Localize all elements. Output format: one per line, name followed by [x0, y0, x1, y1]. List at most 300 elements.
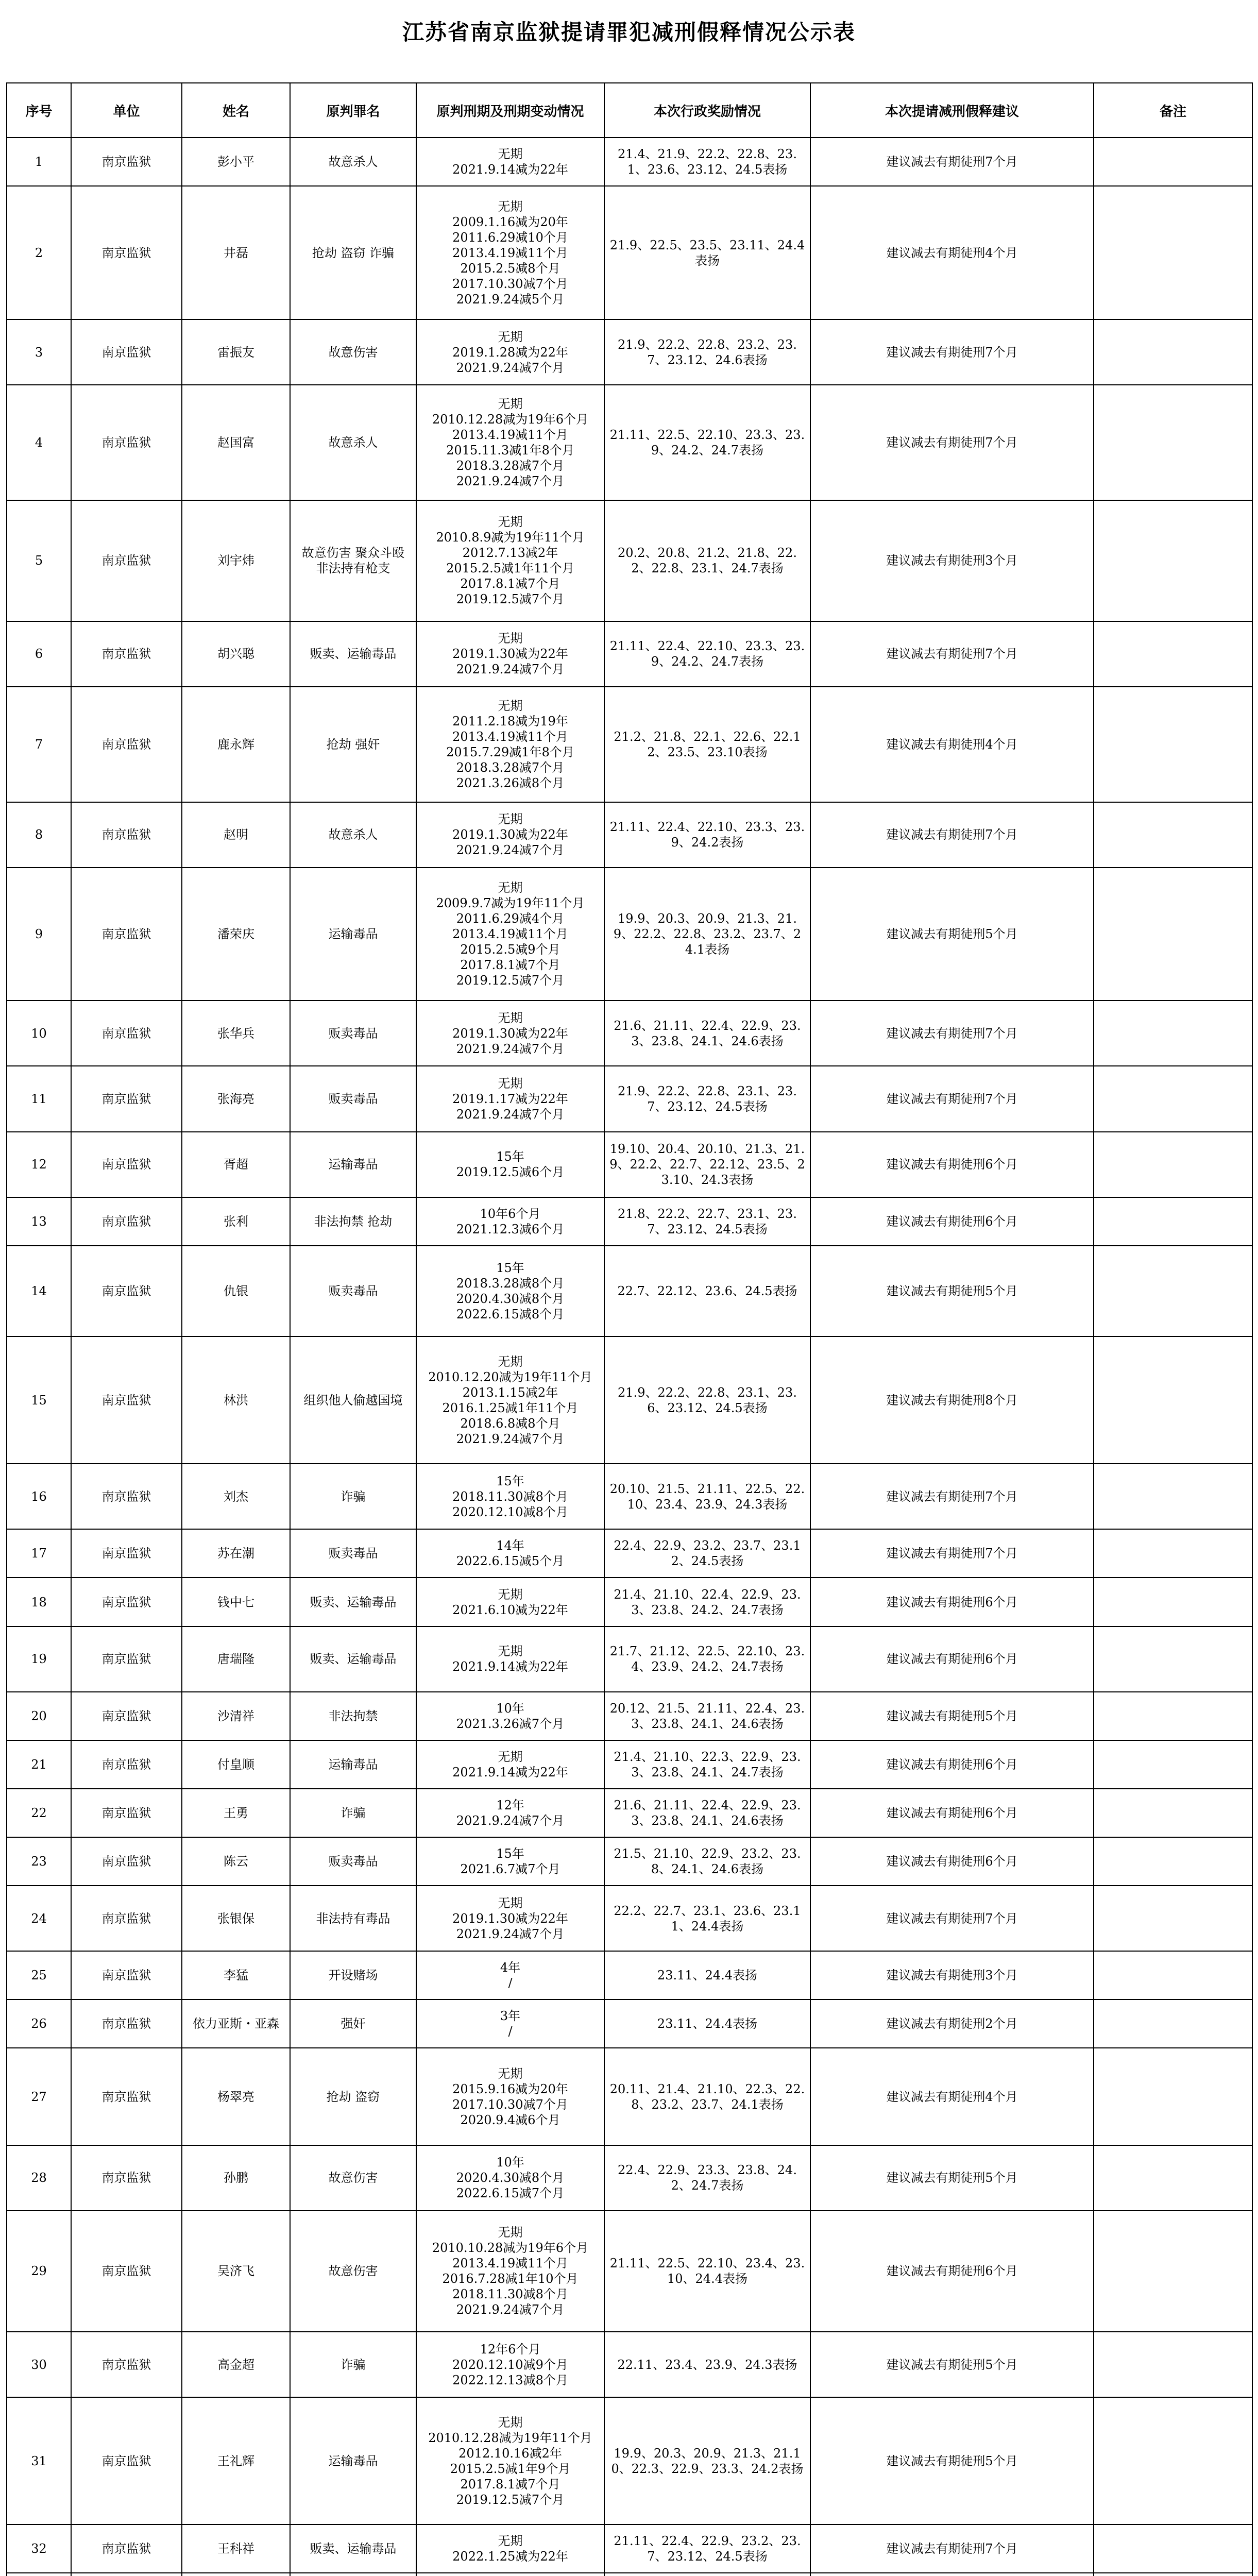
crime-cell: 非法拘禁 抢劫 [290, 1197, 416, 1246]
crime-cell: 贩卖、运输毒品 [290, 621, 416, 687]
sentence-change-cell [416, 1740, 604, 1789]
note-cell [1094, 2397, 1252, 2524]
proposal-cell: 建议减去有期徒刑5个月 [810, 2145, 1094, 2211]
note-cell [1094, 2573, 1252, 2576]
sentence-change-cell-line: 2013.1.15减2年 [462, 1385, 558, 1400]
table-row [7, 1464, 1252, 1529]
table-row [7, 2573, 1252, 2576]
sentence-change-cell-line: 无期 [498, 1895, 523, 1910]
note-cell [1094, 1951, 1252, 1999]
note-cell [1094, 1578, 1252, 1626]
header-unit: 单位 [71, 83, 182, 138]
sentence-change-cell-line: 2013.4.19减11个月 [452, 2256, 568, 2271]
unit-cell: 南京监狱 [71, 2211, 182, 2332]
sentence-change-cell-line: 2015.2.5减9个月 [460, 942, 560, 957]
reward-cell: 21.9、22.2、22.8、23.2、23.7、23.12、24.6表扬 [604, 319, 810, 385]
sentence-change-cell-line: 2017.10.30减7个月 [452, 276, 568, 291]
sentence-change-cell-line: 2019.12.5减7个月 [456, 592, 565, 607]
unit-cell: 南京监狱 [71, 1464, 182, 1529]
sentence-change-cell-line: 无期 [498, 199, 523, 214]
sentence-change-cell-line: 2019.12.5减6个月 [456, 1165, 565, 1180]
sentence-change-cell-line: 2020.4.30减8个月 [456, 1291, 565, 1306]
unit-cell: 南京监狱 [71, 1001, 182, 1066]
sentence-change-cell-line: 2019.1.30减为22年 [452, 647, 568, 662]
sentence-change-cell-line: 2019.12.5减7个月 [456, 2492, 565, 2507]
sentence-change-cell [416, 138, 604, 186]
note-cell [1094, 385, 1252, 500]
reward-cell [604, 2573, 810, 2576]
note-cell [1094, 802, 1252, 868]
reward-cell: 21.4、21.10、22.4、22.9、23.3、23.8、24.2、24.7表扬 [604, 1578, 810, 1626]
name-cell: 孙鹏 [182, 2145, 290, 2211]
note-cell [1094, 500, 1252, 621]
row-number: 1 [7, 138, 71, 186]
sentence-change-cell-line: 2021.9.24减7个月 [456, 1107, 565, 1122]
row-number [7, 2573, 71, 2576]
note-cell [1094, 1001, 1252, 1066]
proposal-cell: 建议减去有期徒刑6个月 [810, 1132, 1094, 1197]
reward-cell: 21.5、21.10、22.9、23.2、23.8、24.1、24.6表扬 [604, 1837, 810, 1886]
proposal-cell: 建议减去有期徒刑7个月 [810, 1529, 1094, 1578]
header-name: 姓名 [182, 83, 290, 138]
name-cell: 王勇 [182, 1789, 290, 1837]
reward-cell: 22.4、22.9、23.2、23.7、23.12、24.5表扬 [604, 1529, 810, 1578]
sentence-change-cell-line: 2011.2.18减为19年 [452, 714, 568, 728]
sentence-change-cell-line: 2019.1.30减为22年 [452, 827, 568, 842]
sentence-change-cell-line: 2022.1.25减为22年 [452, 2549, 568, 2564]
name-cell [182, 2573, 290, 2576]
sentence-change-cell-line: 10年6个月 [480, 1206, 541, 1221]
table-row [7, 1626, 1252, 1692]
sentence-change-cell-line: 2021.9.24减7个月 [456, 662, 565, 677]
unit-cell: 南京监狱 [71, 1197, 182, 1246]
name-cell: 刘杰 [182, 1464, 290, 1529]
note-cell [1094, 1246, 1252, 1336]
sentence-change-cell-line: 2021.9.24减7个月 [456, 1813, 565, 1828]
proposal-cell: 建议减去有期徒刑7个月 [810, 138, 1094, 186]
name-cell: 潘荣庆 [182, 868, 290, 1001]
row-number: 15 [7, 1336, 71, 1464]
proposal-cell: 建议减去有期徒刑5个月 [810, 1692, 1094, 1740]
name-cell: 苏在潮 [182, 1529, 290, 1578]
table-row [7, 1692, 1252, 1740]
sentence-change-cell-line: 2020.9.4减6个月 [460, 2112, 560, 2127]
sentence-change-cell-line: 2013.4.19减11个月 [452, 926, 568, 941]
sentence-change-cell-line: 2011.6.29减4个月 [456, 911, 565, 926]
crime-cell: 非法持有毒品 [290, 1886, 416, 1951]
sentence-change-cell-line: 2021.3.26减7个月 [456, 1716, 565, 1731]
sentence-change-cell-line: 无期 [498, 1354, 523, 1369]
unit-cell: 南京监狱 [71, 500, 182, 621]
note-cell [1094, 1197, 1252, 1246]
proposal-cell: 建议减去有期徒刑3个月 [810, 500, 1094, 621]
sentence-change-cell-line: 2017.8.1减7个月 [460, 577, 560, 591]
sentence-change-cell [416, 1336, 604, 1464]
sentence-change-cell-line: 无期 [498, 2066, 523, 2081]
reward-cell: 21.4、21.9、22.2、22.8、23.1、23.6、23.12、24.5表扬 [604, 138, 810, 186]
reward-cell: 23.11、24.4表扬 [604, 1999, 810, 2048]
sentence-change-cell-line: 2019.1.30减为22年 [452, 1026, 568, 1041]
sentence-change-cell-line: 2022.6.15减5个月 [456, 1554, 565, 1569]
sentence-change-cell-line: 14年 [496, 1538, 524, 1553]
unit-cell: 南京监狱 [71, 1578, 182, 1626]
proposal-cell: 建议减去有期徒刑6个月 [810, 1578, 1094, 1626]
row-number: 22 [7, 1789, 71, 1837]
table-row [7, 2332, 1252, 2397]
sentence-change-cell-line: 12年 [496, 1798, 524, 1812]
proposal-cell: 建议减去有期徒刑7个月 [810, 1001, 1094, 1066]
row-number: 30 [7, 2332, 71, 2397]
unit-cell: 南京监狱 [71, 621, 182, 687]
sentence-change-cell [416, 1951, 604, 1999]
table-row [7, 1951, 1252, 1999]
table-row [7, 1886, 1252, 1951]
note-cell [1094, 138, 1252, 186]
table-row [7, 802, 1252, 868]
sentence-change-cell [416, 1066, 604, 1131]
sentence-change-cell-line: 无期 [498, 698, 523, 713]
sentence-change-cell [416, 1464, 604, 1529]
name-cell: 张利 [182, 1197, 290, 1246]
unit-cell: 南京监狱 [71, 1336, 182, 1464]
proposal-cell [810, 2573, 1094, 2576]
unit-cell: 南京监狱 [71, 1529, 182, 1578]
unit-cell: 南京监狱 [71, 2048, 182, 2145]
sentence-change-cell-line: 2021.6.10减为22年 [452, 1602, 568, 1617]
reward-cell: 20.12、21.5、21.11、22.4、23.3、23.8、24.1、24.6表扬 [604, 1692, 810, 1740]
name-cell: 井磊 [182, 186, 290, 319]
reward-cell: 19.9、20.3、20.9、21.3、21.10、22.3、22.9、23.3、24.2表扬 [604, 2397, 810, 2524]
name-cell: 高金超 [182, 2332, 290, 2397]
sentence-change-cell-line: 2021.9.24减7个月 [456, 360, 565, 375]
sentence-change-cell-line: 15年 [496, 1149, 524, 1164]
reward-cell: 19.10、20.4、20.10、21.3、21.9、22.2、22.7、22.12、23.5、23.10、24.3表扬 [604, 1132, 810, 1197]
proposal-cell: 建议减去有期徒刑4个月 [810, 687, 1094, 802]
proposal-cell: 建议减去有期徒刑2个月 [810, 1999, 1094, 2048]
note-cell [1094, 1886, 1252, 1951]
unit-cell [71, 2573, 182, 2576]
sentence-change-cell-line: 15年 [496, 1846, 524, 1861]
proposal-cell: 建议减去有期徒刑6个月 [810, 1837, 1094, 1886]
table-body [7, 138, 1252, 2576]
crime-cell: 故意杀人 [290, 385, 416, 500]
proposal-cell: 建议减去有期徒刑6个月 [810, 1789, 1094, 1837]
sentence-change-cell [416, 868, 604, 1001]
sentence-change-cell [416, 1001, 604, 1066]
sentence-change-cell-line: 2020.12.10减9个月 [452, 2357, 568, 2372]
header-sentence-change: 原判刑期及刑期变动情况 [416, 83, 604, 138]
table-row [7, 687, 1252, 802]
name-cell: 王礼辉 [182, 2397, 290, 2524]
proposal-cell: 建议减去有期徒刑7个月 [810, 1464, 1094, 1529]
name-cell: 张海亮 [182, 1066, 290, 1131]
note-cell [1094, 1692, 1252, 1740]
row-number: 13 [7, 1197, 71, 1246]
crime-cell: 故意伤害 [290, 2145, 416, 2211]
proposal-cell: 建议减去有期徒刑7个月 [810, 1886, 1094, 1951]
reward-cell: 21.11、22.5、22.10、23.3、23.9、24.2、24.7表扬 [604, 385, 810, 500]
sentence-change-cell-line: 2021.6.7减7个月 [460, 1862, 560, 1877]
name-cell: 沙清祥 [182, 1692, 290, 1740]
unit-cell: 南京监狱 [71, 1740, 182, 1789]
crime-cell: 抢劫 盗窃 诈骗 [290, 186, 416, 319]
name-cell: 胥超 [182, 1132, 290, 1197]
crime-cell: 故意伤害 [290, 319, 416, 385]
proposal-cell: 建议减去有期徒刑7个月 [810, 1066, 1094, 1131]
unit-cell: 南京监狱 [71, 2145, 182, 2211]
proposal-cell: 建议减去有期徒刑6个月 [810, 2211, 1094, 2332]
sentence-change-cell-line: 2013.4.19减11个月 [452, 245, 568, 260]
sentence-change-cell-line: 2010.12.20减为19年11个月 [428, 1369, 592, 1384]
sentence-change-cell-line: 2009.1.16减为20年 [452, 214, 568, 229]
reward-cell: 22.7、22.12、23.6、24.5表扬 [604, 1246, 810, 1336]
crime-cell: 抢劫 强奸 [290, 687, 416, 802]
reward-cell: 20.11、21.4、21.10、22.3、22.8、23.2、23.7、24.1表扬 [604, 2048, 810, 2145]
table-row [7, 1999, 1252, 2048]
crime-cell: 运输毒品 [290, 2397, 416, 2524]
sentence-change-cell-line: 2013.4.19减11个月 [452, 729, 568, 744]
note-cell [1094, 1132, 1252, 1197]
sentence-change-cell-line: 无期 [498, 1644, 523, 1659]
sentence-change-cell-line: 15年 [496, 1260, 524, 1275]
crime-cell: 贩卖、运输毒品 [290, 2524, 416, 2573]
row-number: 26 [7, 1999, 71, 2048]
sentence-change-cell-line: 2013.4.19减11个月 [452, 427, 568, 442]
reward-cell: 20.2、20.8、21.2、21.8、22.2、22.8、23.1、24.7表扬 [604, 500, 810, 621]
sentence-change-cell-line: 2021.9.24减7个月 [456, 1431, 565, 1446]
sentence-change-cell-line: / [508, 1976, 513, 1991]
sentence-change-cell-line: 2018.3.28减7个月 [456, 760, 565, 775]
unit-cell: 南京监狱 [71, 1999, 182, 2048]
sentence-change-cell-line: 无期 [498, 880, 523, 895]
row-number: 11 [7, 1066, 71, 1131]
sentence-change-cell-line: 2010.12.28减为19年6个月 [432, 412, 589, 427]
sentence-change-cell-line: 无期 [498, 396, 523, 411]
proposal-cell: 建议减去有期徒刑7个月 [810, 802, 1094, 868]
header-row [7, 83, 1252, 138]
sentence-change-cell-line: 2021.9.24减7个月 [456, 2302, 565, 2317]
reward-cell: 19.9、20.3、20.9、21.3、21.9、22.2、22.8、23.2、23.7、24.1表扬 [604, 868, 810, 1001]
row-number: 32 [7, 2524, 71, 2573]
unit-cell: 南京监狱 [71, 2332, 182, 2397]
sentence-change-cell-line: 12年6个月 [480, 2342, 541, 2357]
sentence-change-cell [416, 500, 604, 621]
note-cell [1094, 2332, 1252, 2397]
row-number: 12 [7, 1132, 71, 1197]
row-number: 18 [7, 1578, 71, 1626]
crime-cell: 故意伤害 聚众斗殴 非法持有枪支 [290, 500, 416, 621]
table-row [7, 1197, 1252, 1246]
sentence-change-cell-line: 2015.7.29减1年8个月 [446, 744, 574, 759]
table-row [7, 1789, 1252, 1837]
sentence-change-cell-line: 10年 [496, 2155, 524, 2170]
note-cell [1094, 1529, 1252, 1578]
unit-cell: 南京监狱 [71, 1951, 182, 1999]
sentence-change-cell-line: 2021.9.24减5个月 [456, 292, 565, 307]
sentence-change-cell-line: 无期 [498, 515, 523, 530]
table-row [7, 1246, 1252, 1336]
row-number: 10 [7, 1001, 71, 1066]
sentence-change-cell-line: 2018.6.8减8个月 [460, 1416, 560, 1431]
sentence-change-cell-line: 2012.10.16减2年 [458, 2446, 562, 2461]
sentence-change-cell-line: / [508, 2024, 513, 2039]
sentence-change-cell-line: 2016.7.28减1年10个月 [442, 2272, 579, 2286]
crime-cell: 强奸 [290, 1999, 416, 2048]
sentence-change-cell-line: 2021.9.24减7个月 [456, 473, 565, 488]
sentence-change-cell [416, 1999, 604, 2048]
table-row [7, 621, 1252, 687]
name-cell: 李猛 [182, 1951, 290, 1999]
proposal-cell: 建议减去有期徒刑6个月 [810, 1197, 1094, 1246]
reward-cell: 21.7、21.12、22.5、22.10、23.4、23.9、24.2、24.7表扬 [604, 1626, 810, 1692]
proposal-cell: 建议减去有期徒刑5个月 [810, 1246, 1094, 1336]
crime-cell: 贩卖毒品 [290, 1246, 416, 1336]
unit-cell: 南京监狱 [71, 802, 182, 868]
crime-cell: 运输毒品 [290, 1132, 416, 1197]
unit-cell: 南京监狱 [71, 2524, 182, 2573]
page-title: 江苏省南京监狱提请罪犯减刑假释情况公示表 [402, 20, 856, 45]
note-cell [1094, 2211, 1252, 2332]
sentence-change-cell [416, 385, 604, 500]
sentence-change-cell-line: 无期 [498, 2225, 523, 2240]
table-row [7, 868, 1252, 1001]
crime-cell: 贩卖、运输毒品 [290, 1626, 416, 1692]
note-cell [1094, 319, 1252, 385]
proposal-cell: 建议减去有期徒刑8个月 [810, 1336, 1094, 1464]
name-cell: 王科祥 [182, 2524, 290, 2573]
row-number: 14 [7, 1246, 71, 1336]
name-cell: 仇银 [182, 1246, 290, 1336]
sentence-change-cell-line: 2015.11.3减1年8个月 [446, 443, 574, 457]
unit-cell: 南京监狱 [71, 1789, 182, 1837]
table-row [7, 2397, 1252, 2524]
sentence-change-cell [416, 621, 604, 687]
row-number: 29 [7, 2211, 71, 2332]
row-number: 28 [7, 2145, 71, 2211]
sentence-change-cell-line: 无期 [498, 1076, 523, 1091]
proposal-cell: 建议减去有期徒刑5个月 [810, 2332, 1094, 2397]
crime-cell: 故意伤害 [290, 2211, 416, 2332]
table-row [7, 1740, 1252, 1789]
unit-cell: 南京监狱 [71, 1886, 182, 1951]
crime-cell [290, 2573, 416, 2576]
sentence-change-cell-line: 2019.12.5减7个月 [456, 973, 565, 988]
sentence-change-cell-line: 2021.9.14减为22年 [452, 1765, 568, 1780]
crime-cell: 故意杀人 [290, 138, 416, 186]
unit-cell: 南京监狱 [71, 1837, 182, 1886]
table-row [7, 2524, 1252, 2573]
sentence-change-cell-line: 2019.1.17减为22年 [452, 1092, 568, 1106]
sentence-change-cell-line: 无期 [498, 1010, 523, 1025]
reward-cell: 21.6、21.11、22.4、22.9、23.3、23.8、24.1、24.6表扬 [604, 1789, 810, 1837]
reward-cell: 22.11、23.4、23.9、24.3表扬 [604, 2332, 810, 2397]
sentence-change-cell [416, 2332, 604, 2397]
proposal-cell: 建议减去有期徒刑3个月 [810, 1951, 1094, 1999]
reward-cell: 22.4、22.9、23.3、23.8、24.2、24.7表扬 [604, 2145, 810, 2211]
note-cell [1094, 1464, 1252, 1529]
unit-cell: 南京监狱 [71, 138, 182, 186]
crime-cell: 抢劫 盗窃 [290, 2048, 416, 2145]
sentence-change-cell-line: 2009.9.7减为19年11个月 [436, 895, 585, 910]
note-cell [1094, 1626, 1252, 1692]
proposal-cell: 建议减去有期徒刑5个月 [810, 2397, 1094, 2524]
name-cell: 唐瑞隆 [182, 1626, 290, 1692]
note-cell [1094, 2145, 1252, 2211]
sentence-change-cell [416, 687, 604, 802]
sentence-change-cell [416, 1886, 604, 1951]
row-number: 4 [7, 385, 71, 500]
sentence-change-cell [416, 1789, 604, 1837]
row-number: 25 [7, 1951, 71, 1999]
sentence-change-cell-line: 2019.1.28减为22年 [452, 345, 568, 360]
sentence-change-cell [416, 1578, 604, 1626]
note-cell [1094, 1789, 1252, 1837]
sentence-change-cell-line: 2021.9.24减7个月 [456, 843, 565, 858]
reward-cell: 21.9、22.2、22.8、23.1、23.7、23.12、24.5表扬 [604, 1066, 810, 1131]
table-row [7, 2048, 1252, 2145]
header-crime: 原判罪名 [290, 83, 416, 138]
name-cell: 杨翠亮 [182, 2048, 290, 2145]
sentence-change-cell [416, 1626, 604, 1692]
crime-cell: 贩卖、运输毒品 [290, 1578, 416, 1626]
table-row [7, 1336, 1252, 1464]
table-row [7, 500, 1252, 621]
unit-cell: 南京监狱 [71, 687, 182, 802]
sentence-change-cell-line: 2020.12.10减8个月 [452, 1504, 568, 1519]
sentence-change-cell [416, 2048, 604, 2145]
sentence-change-cell-line: 2015.2.5减1年11个月 [446, 561, 574, 576]
proposal-cell: 建议减去有期徒刑7个月 [810, 2524, 1094, 2573]
sentence-change-cell [416, 2211, 604, 2332]
sentence-change-cell-line: 2022.6.15减8个月 [456, 1307, 565, 1321]
name-cell: 鹿永辉 [182, 687, 290, 802]
name-cell: 依力亚斯・亚森 [182, 1999, 290, 2048]
reward-cell: 21.11、22.4、22.10、23.3、23.9、24.2表扬 [604, 802, 810, 868]
sentence-change-cell-line: 2018.11.30减8个月 [452, 1489, 568, 1504]
table-row [7, 186, 1252, 319]
name-cell: 吴济飞 [182, 2211, 290, 2332]
row-number: 6 [7, 621, 71, 687]
sentence-change-cell [416, 1132, 604, 1197]
name-cell: 陈云 [182, 1837, 290, 1886]
sentence-change-cell [416, 802, 604, 868]
sentence-change-cell-line: 2021.9.14减为22年 [452, 1659, 568, 1674]
name-cell: 胡兴聪 [182, 621, 290, 687]
reward-cell: 21.8、22.2、22.7、23.1、23.7、23.12、24.5表扬 [604, 1197, 810, 1246]
sentence-change-cell-line: 2011.6.29减10个月 [452, 230, 568, 245]
row-number: 16 [7, 1464, 71, 1529]
sentence-change-cell-line: 2017.8.1减7个月 [460, 957, 560, 972]
crime-cell: 诈骗 [290, 1789, 416, 1837]
reward-cell: 21.6、21.11、22.4、22.9、23.3、23.8、24.1、24.6表扬 [604, 1001, 810, 1066]
unit-cell: 南京监狱 [71, 319, 182, 385]
sentence-change-cell-line: 无期 [498, 631, 523, 646]
name-cell: 彭小平 [182, 138, 290, 186]
crime-cell: 开设赌场 [290, 1951, 416, 1999]
sentence-change-cell [416, 1246, 604, 1336]
name-cell: 张华兵 [182, 1001, 290, 1066]
sentence-change-cell-line: 2022.6.15减7个月 [456, 2186, 565, 2201]
sentence-change-cell-line: 2012.7.13减2年 [462, 546, 558, 561]
reward-cell: 21.4、21.10、22.3、22.9、23.3、23.8、24.1、24.7表扬 [604, 1740, 810, 1789]
table-row [7, 319, 1252, 385]
crime-cell: 非法拘禁 [290, 1692, 416, 1740]
sentence-change-cell-line: 无期 [498, 2415, 523, 2430]
sentence-change-cell-line: 2021.9.14减为22年 [452, 162, 568, 177]
unit-cell: 南京监狱 [71, 868, 182, 1001]
row-number: 24 [7, 1886, 71, 1951]
row-number: 19 [7, 1626, 71, 1692]
